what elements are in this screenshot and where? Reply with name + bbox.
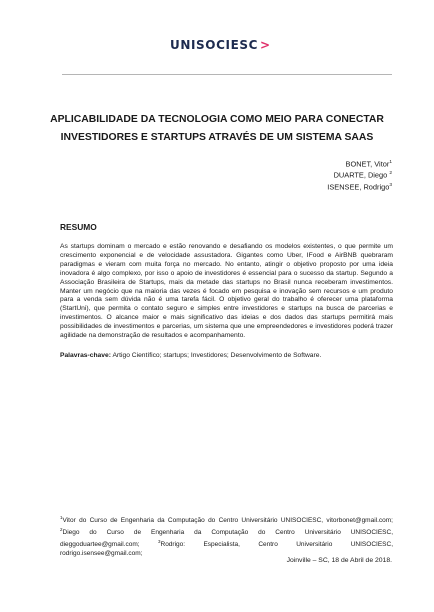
author-2: DUARTE, Diego $^2$ [333, 170, 392, 180]
footnote-1: Vitor do Curso de Engenharia da Computação do Centro Universitário UNISOCIESC, vitorbonet@gmail.com; [62, 517, 393, 525]
footnote-3: Rodrigo: Especialista, Centro Universitário UNISOCIESC, rodrigo.isensee@gmail.com; [60, 541, 393, 557]
footnotes: $^1$Vitor do Curso de Engenharia da Computação do Centro Universitário UNISOCIESC, vitorbonet@gmail.com; $^2$Diego do Curso de Engenharia da Computação do Centro Universitário UNISOCIESC, dieggoduartee@gmail.com; $^3$Rodrigo: Especialista, Centro Universitário UNISOCIESC, rodrigo.isensee@gmail.com; [60, 515, 393, 557]
header-divider [62, 74, 392, 75]
abstract-heading: RESUMO [60, 222, 97, 232]
paper-title [40, 111, 394, 147]
author-1: BONET, Vitor$^1$ [345, 159, 392, 169]
place-date: Joinville – SC, 18 de Abril de 2018. [286, 557, 392, 564]
unisociesc-logo [170, 38, 271, 52]
logo-text: UNISOCIESC [170, 38, 259, 52]
title-line-2: INVESTIDORES E STARTUPS ATRAVÉS DE UM SISTEMA SAAS [60, 132, 374, 143]
title-line-1: APLICABILIDADE DA TECNOLOGIA COMO MEIO PARA CONECTAR [50, 114, 384, 125]
author-3: ISENSEE, Rodrigo$^3$ [327, 182, 392, 192]
keywords [60, 352, 393, 361]
keywords-text: Artigo Científico; startups; Investidores; Desenvolvimento de Software. [112, 352, 322, 359]
abstract-text: As startups dominam o mercado e estão renovando e desafiando os modelos existentes, o que permite um crescimento exponencial e de velocidade assustadora. Gigantes como Uber, IFood e AirBNB quebraram paradigmas e vieram com muita força no mercado. No entanto, atingir o objetivo proposto por uma ideia inovadora é algo complexo, por isso o apoio de investidores é essencial para o sucesso da startup. Segundo a Associação Brasileira de Startups, mais da metade das startups no Brasil nunca receberam investimentos. Manter um negócio que na maioria das vezes é focado em pesquisa e inovação sem recursos e um produto para a venda sem dúvida não é uma tarefa fácil. O objetivo geral do trabalho é oferecer uma plataforma (StartUni), que permita o contato seguro e simples entre investidores e startups na busca de parcerias e investimentos. O alcance maior e mais significativo das ideias e dos dados das startups permitirá mais possibilidades de investimentos e parcerias, um sistema que une empreendedores e investidores poderá trazer agilidade na demonstração de resultados e acompanhamento. [60, 243, 393, 340]
keywords-label: Palavras-chave: [60, 352, 111, 359]
author-list [327, 158, 392, 192]
logo-chevron-icon: > [260, 38, 271, 52]
footnote-2: Diego do Curso de Engenharia da Computação do Centro Universitário UNISOCIESC, dieggoduartee@gmail.com; [60, 529, 393, 549]
